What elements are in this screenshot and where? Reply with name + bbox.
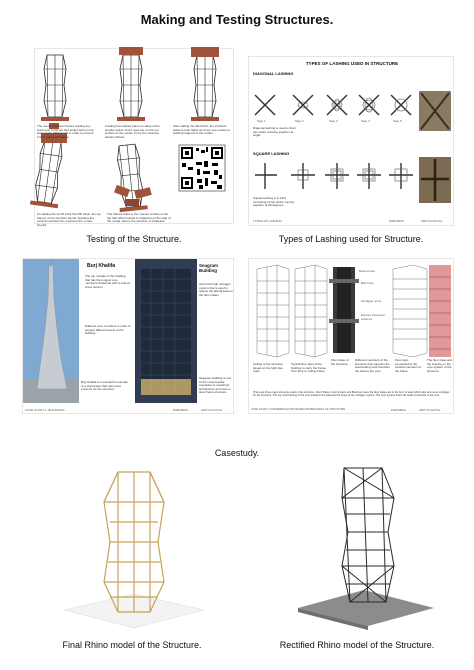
lashing-footer-right: ADITYA GOYAL [421, 219, 443, 223]
page-title: Making and Testing Structures. [140, 12, 334, 27]
rectified-rhino-caption: Rectified Rhino model of the Structure. [279, 640, 435, 650]
lashing-footer-left: TYPES OF LASHING [253, 219, 282, 223]
diagram-note-3: Floor plate of the structure. [331, 358, 349, 366]
diagonal-step-2: Step 2 [295, 119, 304, 123]
testing-panel [34, 48, 234, 227]
final-rhino-caption: Final Rhino model of the Structure. [62, 640, 202, 650]
structure-footer-mid: PHROBOS [391, 408, 407, 412]
structure-footer-left: CASE STUDY 2: DIFFERENCE FOR FRAME AND BRACINGS OF STRUCTURE [251, 408, 346, 411]
burj-note-1: The top module of the building that has the longest core members thickened with a column cross section. [85, 274, 131, 289]
lashing-caption: Types of Lashing used for Structure. [278, 234, 424, 244]
label-outrigger-arms: Outrigger arms [361, 299, 382, 303]
seagram-note-1: One level high outrigger system that is used to reduce the lateral load on the floor plates. [199, 282, 233, 297]
burj-note-3: Burj Khalifa is a wonderful example of a skyscraper that uses core columns for the structure. [81, 380, 128, 392]
diagonal-step-3: Step 3 [329, 119, 338, 123]
diagram-note-1: Ceiling of the structure based on the high-rise truss. [253, 362, 284, 374]
casestudy-buildings-panel [22, 258, 234, 414]
square-lashing-note: Square lashing is to bind consisting of two sticks coming together at 90 degrees. [253, 196, 295, 208]
buildings-footer-right: ADITYA GOYAL [201, 408, 223, 412]
label-belt-truss: Belt truss [361, 281, 374, 285]
casestudy-caption: Casestudy. [214, 448, 260, 458]
lashing-panel [248, 56, 454, 226]
structure-footer-right: ADITYA GOYAL [419, 408, 441, 412]
square-lashing-heading: SQUARE LASHING [253, 151, 290, 156]
burj-khalifa-title: Burj Khalifa [87, 263, 116, 269]
rectified-rhino-model [258, 462, 458, 632]
testing-note-1: The overall Structure before loading any load upon it and we had tested start on the sides of the MDF board in order to prevent it from going off balance. [37, 124, 94, 139]
diagonal-step-5: Step 5 [393, 119, 402, 123]
testing-note-4: On adding the fourth brick the fifth block, the top frames of the structure bends, deciding the vertical members the exertions the comes should. [37, 212, 101, 227]
diagram-note-4: Different members of the structure that supports the load bearing and transfers the load to the core. [355, 358, 390, 373]
seagram-note-2: Seagram building is one of the most popular examples of modernist architecture and uses a steel frame structure. [199, 376, 232, 395]
buildings-footer-mid: PHROBOS [173, 408, 189, 412]
burj-note-2: Different core members in order to support different levels of the building. [85, 324, 131, 336]
diagonal-step-4: Step 4 [361, 119, 370, 123]
buildings-footer-left: CASE STUDY 1: BUILDINGS [25, 408, 65, 412]
testing-caption: Testing of the Structure. [86, 234, 182, 244]
testing-note-2: Loading has started place on sides of the wooden plank. Point rows are on the top surface of the model. It's by the structure stands without. [105, 124, 160, 139]
diagonal-lashing-heading: DIAGONAL LASHING [253, 71, 294, 76]
diagram-paragraph: There are three major elements used in the structure - Floor Plates, Core System and Bracings. Here the floor plates are in the form of steel which also acts as an outrigger for the structure. The top most framing of the core transfers the load and the brace at the outrigger system. The core system bears the loads connected to the core. [253, 391, 450, 397]
testing-note-3: After adding the third brick, the structure starts to lean Sides as of top one reduce to holding happens to the model. [173, 124, 231, 136]
diagram-note-5: Floor plan connected to the vertical members of the frame. [395, 358, 422, 373]
label-braced-core: Braced core [359, 269, 376, 273]
testing-note-5: The frames listed to the uneven surface of the top that which results in collapsing of the side of the model. Hence the structure is collapsed. [107, 212, 171, 224]
lashing-footer-mid: PHROBOS [389, 219, 405, 223]
diagonal-step-1: Step 1 [257, 119, 266, 123]
final-rhino-model [34, 462, 234, 632]
seagram-title: Seagram Building [199, 263, 219, 273]
diagram-note-2: Typical floor plan of the building to carry the forces from floor to ceiling frame. [291, 362, 327, 374]
label-exterior-columns: Exterior structural columns [361, 313, 385, 321]
diagram-note-6: The floor plate and the bracing on the core system of the structure. [427, 358, 453, 373]
casestudy-structure-panel [248, 258, 454, 414]
diagonal-lashing-note: Diagonal lashing is used to bind two sticks crossing together at angle. [253, 126, 296, 138]
lashing-sheet-title: TYPES OF LASHING USED IN STRUCTURE [305, 61, 399, 66]
